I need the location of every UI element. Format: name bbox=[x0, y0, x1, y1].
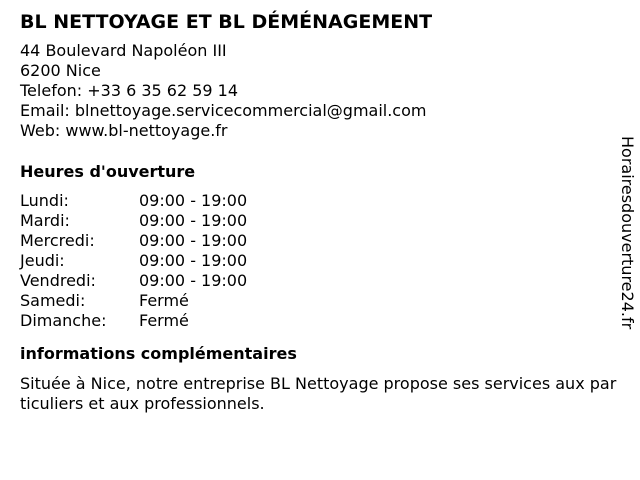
business-card bbox=[20, 10, 620, 414]
hours-heading: Heures d'ouverture bbox=[20, 162, 196, 181]
hours-row-thursday bbox=[20, 251, 620, 271]
day-hours: 09:00 - 19:00 bbox=[139, 191, 248, 210]
day-hours: 09:00 - 19:00 bbox=[139, 231, 248, 250]
day-label: Jeudi: bbox=[20, 251, 65, 270]
hours-row-sunday bbox=[20, 311, 620, 331]
info-description: Située à Nice, notre entreprise BL Nettoyage propose ses services aux particuliers et aux professionnels. bbox=[20, 374, 617, 413]
street-address: 44 Boulevard Napoléon III bbox=[20, 41, 227, 60]
day-hours: 09:00 - 19:00 bbox=[139, 211, 248, 230]
business-name: BL NETTOYAGE ET BL DÉMÉNAGEMENT bbox=[20, 11, 433, 33]
day-hours: 09:00 - 19:00 bbox=[139, 251, 248, 270]
hours-row-saturday bbox=[20, 291, 620, 311]
hours-table bbox=[20, 191, 620, 331]
hours-row-monday bbox=[20, 191, 620, 211]
phone: Telefon: +33 6 35 62 59 14 bbox=[20, 81, 239, 100]
day-label: Samedi: bbox=[20, 291, 86, 310]
email: Email: blnettoyage.servicecommercial@gmail.com bbox=[20, 101, 427, 120]
city: 6200 Nice bbox=[20, 61, 101, 80]
info-heading: informations complémentaires bbox=[20, 344, 297, 363]
day-hours: Fermé bbox=[139, 291, 189, 310]
day-hours: 09:00 - 19:00 bbox=[139, 271, 248, 290]
day-label: Lundi: bbox=[20, 191, 69, 210]
site-watermark: Horairesdouverture24.fr bbox=[618, 136, 637, 330]
day-label: Dimanche: bbox=[20, 311, 107, 330]
address-block bbox=[20, 41, 620, 141]
day-label: Mercredi: bbox=[20, 231, 95, 250]
day-hours: Fermé bbox=[139, 311, 189, 330]
hours-row-wednesday bbox=[20, 231, 620, 251]
day-label: Vendredi: bbox=[20, 271, 96, 290]
hours-row-tuesday bbox=[20, 211, 620, 231]
day-label: Mardi: bbox=[20, 211, 70, 230]
website: Web: www.bl-nettoyage.fr bbox=[20, 121, 228, 140]
hours-row-friday bbox=[20, 271, 620, 291]
